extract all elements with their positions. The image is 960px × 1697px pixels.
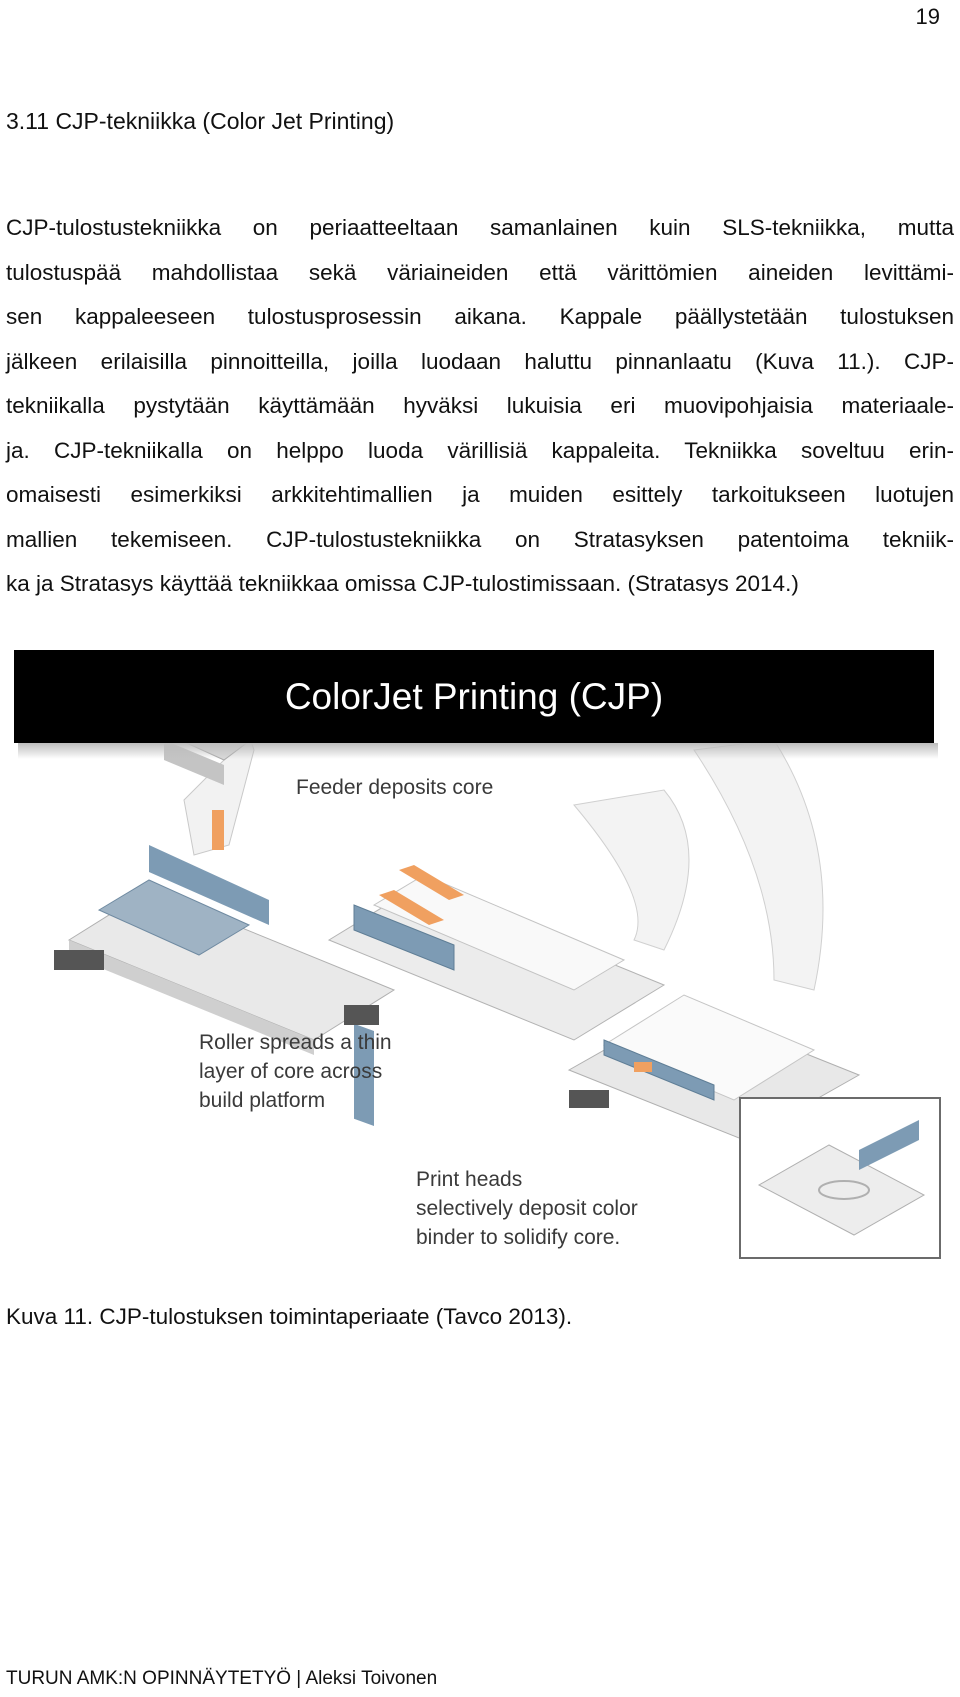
paragraph-line: ka ja Stratasys käyttää tekniikkaa omissa CJP-tulostimissaan. (Stratasys 2014.) xyxy=(6,571,799,596)
paragraph-line: jälkeen erilaisilla pinnoitteilla, joilla luodaan haluttu pinnanlaatu (Kuva 11.). CJP- xyxy=(6,348,954,374)
figure-caption: Kuva 11. CJP-tulostuksen toimintaperiaate (Tavco 2013). xyxy=(6,1304,573,1329)
cjp-figure xyxy=(14,650,958,1265)
body-paragraph xyxy=(6,206,954,607)
page-number: 19 xyxy=(915,4,940,29)
paragraph-line: CJP-tulostustekniikka on periaatteeltaan samanlainen kuin SLS-tekniikka, mutta xyxy=(6,215,954,240)
page-footer: TURUN AMK:N OPINNÄYTETYÖ | Aleksi Toivonen xyxy=(6,1668,438,1689)
paragraph-line: tulostuspää mahdollistaa sekä väriaineiden että värittömien aineiden levittämi- xyxy=(6,259,954,285)
figure-title-banner: ColorJet Printing (CJP) xyxy=(14,650,934,743)
section-heading: 3.11 CJP-tekniikka (Color Jet Printing) xyxy=(6,108,395,134)
step-feeder-label: Feeder deposits core xyxy=(296,776,494,799)
step-roller-label: Roller spreads a thin layer of core across build platform xyxy=(199,1031,392,1112)
paragraph-line: tekniikalla pystytään käyttämään hyväksi lukuisia eri muovipohjaisia materiaale- xyxy=(6,393,954,418)
paragraph-line: omaisesti esimerkiksi arkkitehtimallien ja muiden esittely tarkoitukseen luotujen xyxy=(6,482,954,507)
step-printheads-label: Print heads selectively deposit color binder to solidify core. xyxy=(416,1168,638,1249)
paragraph-line: sen kappaleeseen tulostusprosessin aikana. Kappale päällystetään tulostuksen xyxy=(6,304,954,329)
paragraph-line: ja. CJP-tekniikalla on helppo luoda värillisiä kappaleita. Tekniikka soveltuu erin- xyxy=(6,437,954,463)
paragraph-line: mallien tekemiseen. CJP-tulostustekniikka on Stratasyksen patentoima tekniik- xyxy=(6,526,954,552)
banner-shadow xyxy=(18,743,938,759)
